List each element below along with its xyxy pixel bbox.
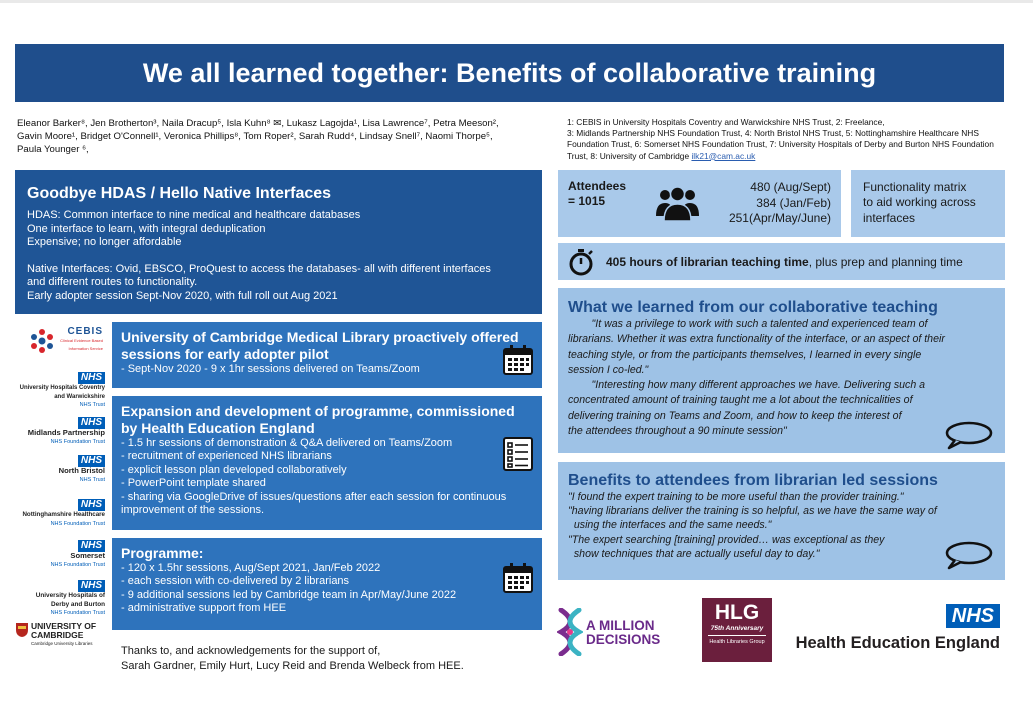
- notts-logo: [22, 499, 105, 528]
- dna-helix-icon: [557, 608, 583, 656]
- crest-icon: [15, 622, 29, 638]
- somerset-sub: NHS Foundation Trust: [50, 561, 105, 568]
- amd-line2: DECISIONS: [586, 632, 661, 647]
- early-adopter-panel: [112, 322, 542, 388]
- calendar-icon: [502, 344, 534, 376]
- teaching-hours-highlight: 405 hours of librarian teaching time: [606, 254, 809, 269]
- panel-line: - PowerPoint template shared: [121, 477, 266, 490]
- mpft-name: Midlands Partnership: [27, 428, 105, 437]
- functionality-line: interfaces: [863, 210, 916, 225]
- panel-line: - Sept-Nov 2020 - 9 x 1hr sessions delivered on Teams/Zoom: [121, 363, 420, 375]
- affiliation-line: 3: Midlands Partnership NHS Foundation Trust, 4: North Bristol NHS Trust, 5: Nottinghamshire Healthcare NHS: [567, 128, 979, 139]
- panel-line: - administrative support from HEE: [121, 602, 287, 615]
- nhs-badge: NHS: [78, 417, 105, 429]
- attendees-label: Attendees: [568, 179, 627, 193]
- hdas-line: Native Interfaces: Ovid, EBSCO, ProQuest to access the databases- all with different interfaces: [27, 262, 491, 275]
- hee-name: Health Education England: [795, 634, 1000, 652]
- partner-logos: [15, 322, 107, 646]
- panel-line: - sharing via GoogleDrive of issues/questions after each session for continuous: [121, 490, 507, 503]
- acknowledgements: [121, 644, 541, 674]
- panel-line: - 120 x 1.5hr sessions, Aug/Sept 2021, Jan/Feb 2022: [121, 562, 381, 574]
- programme-panel: [112, 538, 542, 630]
- uhcw-sub: NHS Trust: [79, 402, 105, 408]
- people-icon: [655, 184, 700, 222]
- hdas-line: HDAS: Common interface to nine medical and healthcare databases: [27, 209, 361, 221]
- quote-line: the attendees throughout a 90 minute session": [568, 425, 787, 438]
- nhs-badge: NHS: [78, 499, 105, 511]
- author-line: Eleanor Barker⁸, Jen Brotherton³, Naila Dracup⁵, Isla Kuhn⁸ ✉, Lukasz Lagojda¹, Lisa Lawrence⁷, Petra Meeson²,: [17, 118, 499, 129]
- checklist-icon: [502, 436, 534, 472]
- teaching-hours-rest: , plus prep and planning time: [808, 254, 963, 269]
- panel-heading: Programme:: [121, 545, 204, 561]
- contact-email-link[interactable]: ilk21@cam.ac.uk: [691, 150, 756, 161]
- nhs-badge: NHS: [78, 580, 105, 592]
- quote-line: using the interfaces and the same needs.": [568, 519, 772, 532]
- attendees-box: [558, 170, 841, 237]
- attendee-breakdown: [729, 180, 831, 227]
- affiliation-last: Trust, 8: University of Cambridge: [567, 150, 690, 161]
- hdas-line: Expensive; no longer affordable: [27, 236, 182, 248]
- affiliation-line: [567, 151, 1015, 162]
- uhcw-name: University Hospitals Coventry and Warwickshire: [19, 385, 105, 400]
- uhdb-name: University Hospitals of Derby and Burton: [35, 592, 105, 608]
- quote-line: "The expert searching [training] provided… was exceptional as they: [568, 533, 885, 546]
- uhdb-sub: NHS Foundation Trust: [50, 610, 105, 616]
- quote-line: "having librarians deliver the training is so helpful, as we have the same way of: [568, 505, 937, 518]
- cambridge-logo: [15, 622, 105, 649]
- quote-line: "It was a privilege to work with such a talented and experienced team of: [568, 318, 928, 330]
- mpft-sub: NHS Foundation Trust: [50, 438, 105, 445]
- quote-line: show techniques that are actually useful day to day.": [568, 547, 820, 560]
- functionality-line: to aid working across: [863, 195, 976, 210]
- nbt-logo: [59, 455, 105, 484]
- panel-line: - explicit lesson plan developed collaboratively: [121, 463, 347, 476]
- nhs-badge: NHS: [78, 372, 105, 384]
- cam-sub: Cambridge University Libraries: [31, 641, 93, 646]
- notts-sub: NHS Foundation Trust: [50, 520, 105, 527]
- speech-bubble-icon: [943, 540, 993, 570]
- hdas-line: Early adopter session Sept-Nov 2020, with full roll out Aug 2021: [27, 289, 338, 302]
- quote-line: librarians. Whether it was extra functionality of the interface, or an aspect of their: [568, 333, 945, 346]
- attendee-value: 384 (Jan/Feb): [756, 195, 831, 210]
- functionality-line: Functionality matrix: [863, 180, 967, 194]
- quote-line: delivering training on Teams and Zoom, and how to keep the interest of: [568, 409, 902, 422]
- panel-line: - 9 additional sessions led by Cambridge team in Apr/May/June 2022: [121, 588, 457, 601]
- cebis-logo: [53, 328, 103, 354]
- hlg-letters: HLG: [714, 601, 760, 624]
- somerset-name: Somerset: [70, 551, 105, 560]
- learned-heading: What we learned from our collaborative teaching: [568, 299, 938, 316]
- stopwatch-icon: [568, 248, 594, 276]
- functionality-box: [851, 170, 1005, 237]
- benefits-box: [558, 462, 1005, 580]
- attendee-value: 480 (Aug/Sept): [750, 180, 831, 194]
- benefits-heading: Benefits to attendees from librarian led sessions: [568, 472, 938, 489]
- attendee-value: 251(Apr/May/June): [728, 211, 831, 226]
- affiliation-list: [567, 117, 1015, 162]
- affiliation-line: Foundation Trust, 6: Somerset NHS Foundation Trust, 7: University Hospitals of Derby and Burton NHS Foundation: [567, 139, 994, 150]
- hlg-anniversary: 75th Anniversary: [710, 625, 764, 632]
- hlg-logo: [702, 598, 772, 662]
- amd-line1: A MILLION: [586, 618, 655, 633]
- uhcw-logo: [17, 372, 105, 410]
- expansion-panel: [112, 396, 542, 530]
- panel-heading: Expansion and development of programme, commissioned by Health Education England: [121, 403, 515, 436]
- nhs-badge: NHS: [78, 455, 105, 467]
- nhs-badge: NHS: [946, 604, 1000, 628]
- panel-heading: University of Cambridge Medical Library proactively offered sessions for early adopter pilot: [121, 329, 519, 362]
- hdas-line: One interface to learn, with integral deduplication: [27, 222, 266, 235]
- hdas-heading: Goodbye HDAS / Hello Native Interfaces: [27, 185, 332, 202]
- uhdb-logo: [17, 580, 105, 618]
- affiliation-line: 1: CEBIS in University Hospitals Coventry and Warwickshire NHS Trust, 2: Freelance,: [567, 117, 885, 127]
- quote-line: "I found the expert training to be more useful than the provider training.": [568, 491, 904, 503]
- quote-line: concentrated amount of training taught me a lot about the technicalities of: [568, 394, 913, 407]
- panel-line: improvement of the sessions.: [121, 504, 265, 517]
- a-million-decisions-logo: [557, 608, 697, 658]
- somerset-logo: [51, 540, 105, 569]
- hdas-line: and different routes to functionality.: [27, 276, 198, 288]
- mpft-logo: [28, 417, 105, 446]
- learned-box: [558, 288, 1005, 453]
- cebis-dots-icon: [29, 328, 55, 354]
- attendees-total: = 1015: [568, 194, 606, 208]
- hdas-box: [15, 170, 542, 314]
- author-list: [17, 117, 547, 156]
- calendar-icon: [502, 562, 534, 594]
- author-line: Gavin Moore¹, Bridget O'Connell¹, Veronica Phillips⁸, Tom Roper², Sarah Rudd⁴, Lindsay Snell⁷, Naomi Thorpe⁵,: [17, 131, 493, 142]
- nbt-sub: NHS Trust: [79, 476, 105, 483]
- notts-name: Nottinghamshire Healthcare: [22, 511, 105, 518]
- thanks-line: Thanks to, and acknowledgements for the support of,: [121, 645, 381, 657]
- quote-line: "Interesting how many different approaches we have. Delivering such a: [568, 379, 926, 392]
- speech-bubble-icon: [943, 420, 993, 450]
- cebis-sub: Clinical Evidence Based Information Service: [60, 337, 103, 351]
- teaching-hours-box: [558, 243, 1005, 280]
- author-line: Paula Younger ⁶,: [17, 144, 89, 155]
- hlg-divider: [708, 635, 766, 636]
- poster-title: We all learned together: Benefits of collaborative training: [15, 44, 1004, 102]
- top-rule: [0, 0, 1033, 3]
- cebis-name: CEBIS: [67, 326, 103, 337]
- hee-logo: [790, 604, 1000, 659]
- hlg-sub: Health Libraries Group: [709, 639, 765, 645]
- nbt-name: North Bristol: [58, 466, 105, 475]
- panel-line: - 1.5 hr sessions of demonstration & Q&A delivered on Teams/Zoom: [121, 437, 453, 449]
- thanks-line: Sarah Gardner, Emily Hurt, Lucy Reid and Brenda Welbeck from HEE.: [121, 660, 464, 672]
- panel-line: - each session with co-delivered by 2 librarians: [121, 575, 350, 588]
- quote-line: teaching style, or from the participants themselves, I learned in every single: [568, 348, 922, 361]
- cam-name: UNIVERSITY OF CAMBRIDGE: [31, 621, 97, 640]
- spacer: [27, 250, 530, 263]
- quote-line: session I co-led.": [568, 363, 649, 376]
- nhs-badge: NHS: [78, 540, 105, 552]
- panel-line: - recruitment of experienced NHS librarians: [121, 450, 332, 463]
